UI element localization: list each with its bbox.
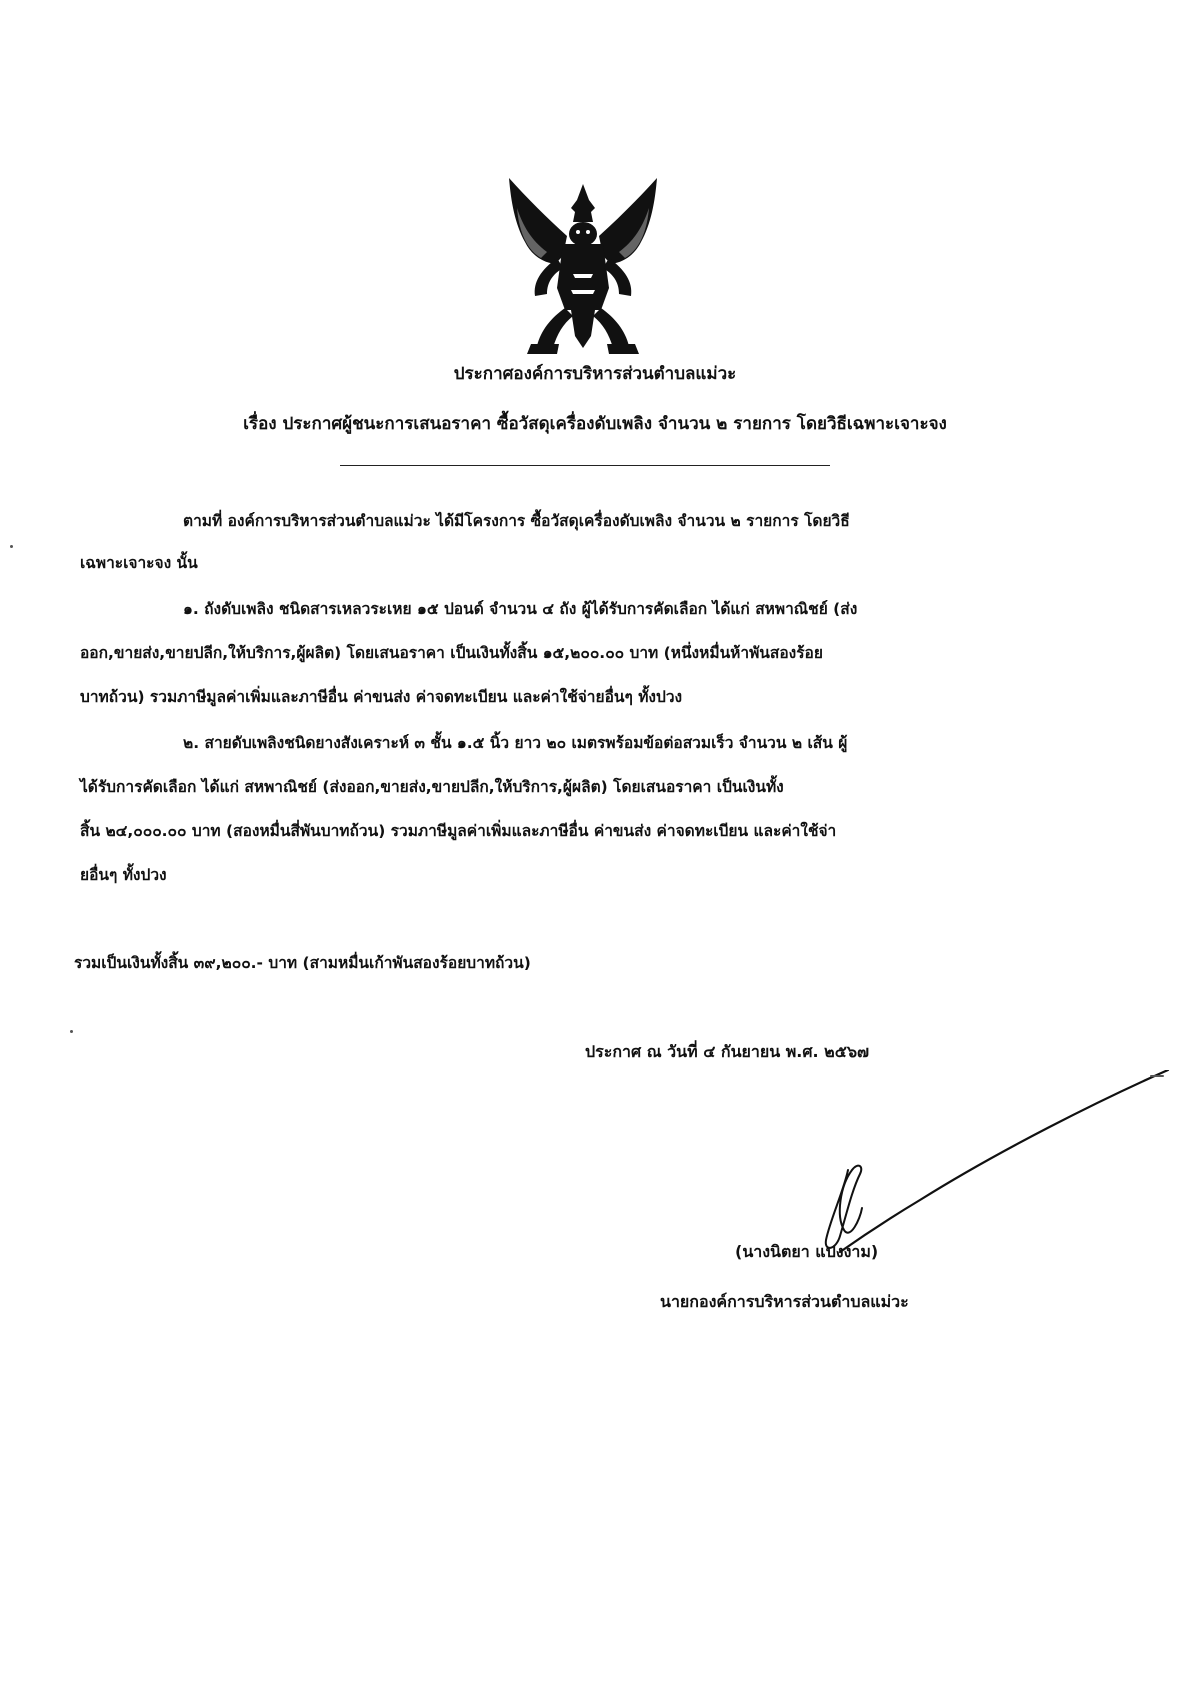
signer-name: (นางนิตยา แปงงาม) xyxy=(735,1242,879,1261)
announce-date: ประกาศ ณ วันที่ ๔ กันยายน พ.ศ. ๒๕๖๗ xyxy=(585,1042,870,1061)
scan-speck xyxy=(70,1030,73,1033)
intro-line-2: เฉพาะเจาะจง นั้น xyxy=(80,554,198,572)
total-amount: รวมเป็นเงินทั้งสิ้น ๓๙,๒๐๐.- บาท (สามหมื่นเก้าพันสองร้อยบาทถ้วน) xyxy=(74,954,531,972)
item2-line-4: ยอื่นๆ ทั้งปวง xyxy=(80,866,167,884)
signer-position: นายกองค์การบริหารส่วนตำบลแม่วะ xyxy=(660,1292,909,1311)
item2-line-3: สิ้น ๒๔,๐๐๐.๐๐ บาท (สองหมื่นสี่พันบาทถ้วน) รวมภาษีมูลค่าเพิ่มและภาษีอื่น ค่าขนส่ง ค่าจดทะเบียน และค่าใช้จ่า xyxy=(80,822,837,840)
scan-speck xyxy=(1150,1075,1164,1077)
intro-line-1: ตามที่ องค์การบริหารส่วนตำบลแม่วะ ได้มีโครงการ ซื้อวัสดุเครื่องดับเพลิง จำนวน ๒ รายการ โดยวิธี xyxy=(183,512,850,530)
garuda-emblem-icon xyxy=(497,178,669,356)
item2-line-1: ๒. สายดับเพลิงชนิดยางสังเคราะห์ ๓ ชั้น ๑.๕ นิ้ว ยาว ๒๐ เมตรพร้อมข้อต่อสวมเร็ว จำนวน ๒ เส้น ผู้ xyxy=(183,734,848,752)
title-divider xyxy=(340,465,830,466)
item1-line-3: บาทถ้วน) รวมภาษีมูลค่าเพิ่มและภาษีอื่น ค่าขนส่ง ค่าจดทะเบียน และค่าใช้จ่ายอื่นๆ ทั้งปวง xyxy=(80,688,683,706)
announcement-subject: เรื่อง ประกาศผู้ชนะการเสนอราคา ซื้อวัสดุเครื่องดับเพลิง จำนวน ๒ รายการ โดยวิธีเฉพาะเจาะจง xyxy=(243,414,947,434)
item1-line-2: ออก,ขายส่ง,ขายปลีก,ให้บริการ,ผู้ผลิต) โดยเสนอราคา เป็นเงินทั้งสิ้น ๑๕,๒๐๐.๐๐ บาท (หนึ่งหมื่นห้าพันสองร้อย xyxy=(80,644,823,662)
item1-line-1: ๑. ถังดับเพลิง ชนิดสารเหลวระเหย ๑๕ ปอนด์ จำนวน ๔ ถัง ผู้ได้รับการคัดเลือก ได้แก่ สหพาณิชย์ (ส่ง xyxy=(183,600,858,618)
signature-mark-icon xyxy=(800,1070,1170,1260)
item2-line-2: ได้รับการคัดเลือก ได้แก่ สหพาณิชย์ (ส่งออก,ขายส่ง,ขายปลีก,ให้บริการ,ผู้ผลิต) โดยเสนอราคา เป็นเงินทั้ง xyxy=(80,778,784,796)
scan-speck xyxy=(10,545,13,548)
org-title: ประกาศองค์การบริหารส่วนตำบลแม่วะ xyxy=(453,364,737,384)
